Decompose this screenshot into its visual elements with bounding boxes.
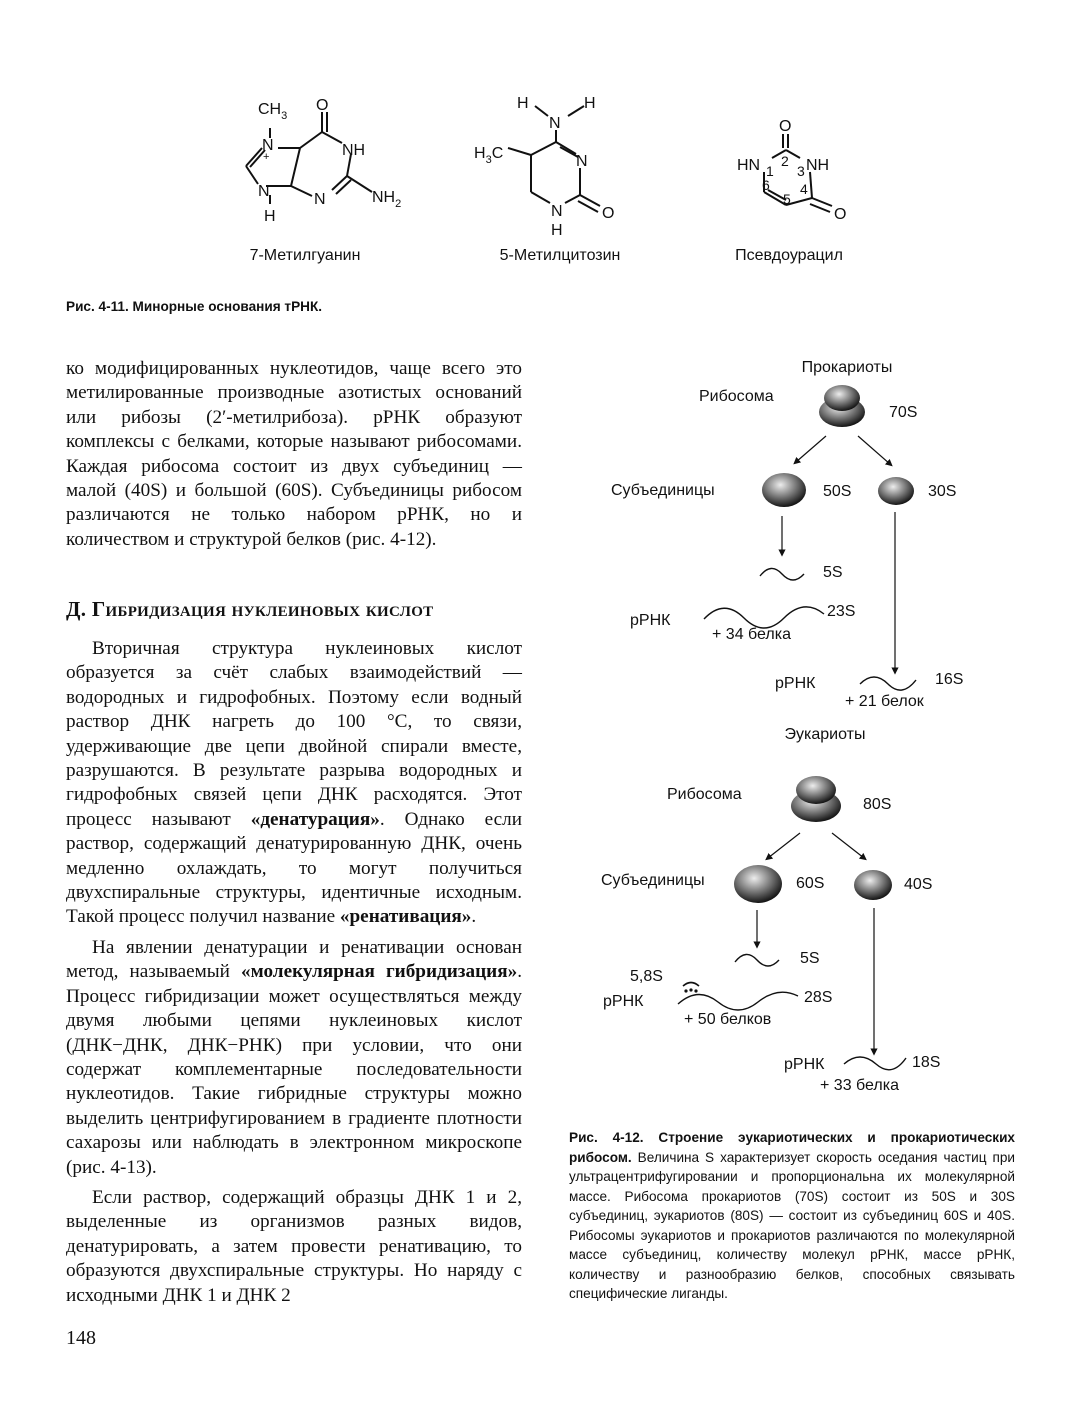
ring-number-6: 6 — [762, 177, 770, 193]
atom-o: O — [316, 97, 329, 114]
rrna-58s-arc — [683, 983, 699, 987]
atom-h1: H — [517, 95, 529, 112]
prokaryote-rrna-label: рРНК — [630, 612, 671, 629]
atom-n9: N — [258, 183, 270, 200]
ring-number-3: 3 — [797, 163, 805, 179]
eukaryote-large-s: 60S — [796, 875, 825, 892]
ring-number-5: 5 — [783, 191, 791, 207]
eukaryote-5s: 5S — [800, 950, 820, 967]
atom-o: O — [602, 205, 615, 222]
paragraph-4: Если раствор, содержащий образцы ДНК 1 и 2, выделенные из организмов разных видов, денатурировать, а затем провести ренативацию, то образуются двухспиральные структуры. Но наряду с исходными ДНК 1 и ДНК 2 — [66, 1186, 522, 1306]
rrna-5s-wave — [760, 568, 804, 580]
ribosome-80s-icon — [791, 776, 841, 822]
atom-o-top: O — [779, 118, 792, 135]
prokaryote-rrna-label-small: рРНК — [775, 675, 816, 692]
arrow-to-40s — [832, 833, 864, 858]
atom-n1: N — [551, 203, 563, 220]
eukaryotes-title: Эукариоты — [784, 726, 866, 743]
text-column-left-2 — [66, 637, 522, 1308]
ring-number-2: 2 — [781, 153, 789, 169]
arrow-to-50s — [796, 436, 826, 462]
prokaryote-ribosome-s: 70S — [889, 404, 918, 421]
subunit-30s-icon — [878, 477, 914, 505]
atom-h9: H — [264, 208, 276, 225]
atom-n3: N — [314, 191, 326, 208]
atom-nh: NH — [806, 157, 830, 174]
term-renaturation: «ренативация» — [339, 906, 472, 928]
atom-h3c: $H_3C$ — [474, 145, 504, 166]
eukaryote-subunits-label: Субъединицы — [601, 872, 705, 889]
subunit-60s-icon — [734, 865, 782, 903]
figure-4-12-caption-title: Рис. 4-12. Строение эукариотических и прокариотических рибосом. — [569, 1130, 1015, 1165]
figure-4-11 — [0, 0, 1077, 330]
atom-h2: H — [584, 95, 596, 112]
arrow-to-30s — [858, 436, 890, 464]
prokaryote-ribosome-label: Рибосома — [699, 388, 774, 405]
eukaryote-proteins-large: + 50 белков — [684, 1011, 772, 1028]
paragraph-1: ко модифицированных нуклеотидов, чаще всего это метилированные производные азотистых оснований или рибозы (2′-метилрибоза). рРНК образуют комплексы с белками, которые называют рибосомами. Каждая рибосома состоит из двух субъединиц — малой (40S) и большой (60S). Субъединицы рибосом различаются не только набором рРНК, но и количеством и структурой белков (рис. 4-12). — [66, 358, 522, 550]
eukaryote-58s: 5,8S — [630, 968, 663, 985]
prokaryotes-title: Прокариоты — [801, 359, 893, 376]
atom-nh2: $NH_2$ — [372, 189, 402, 210]
prokaryote-16s: 16S — [935, 671, 964, 688]
ribosome-70s-icon — [819, 385, 865, 427]
subunit-40s-icon — [854, 870, 892, 900]
eukaryote-rrna-label-small: рРНК — [784, 1056, 825, 1073]
eukaryote-18s: 18S — [912, 1054, 941, 1071]
prokaryote-5s: 5S — [823, 564, 843, 581]
prokaryotes-diagram — [611, 359, 963, 710]
paragraph-3: На явлении денатурации и ренативации основан метод, называемый «молекулярная гибридизация». Процесс гибридизации может осуществляться между двумя любыми цепями нуклеиновых кислот (ДНК−ДНК, ДНК−РНК) при условии, что они содержат комплементарные последовательности нуклеотидов. Такие гибридные структуры можно выделить центрифугированием в градиенте плотности сахарозы или наблюдать в электронном микроскопе (рис. 4-13). — [66, 936, 522, 1178]
prokaryote-large-s: 50S — [823, 483, 852, 500]
figure-4-12 — [560, 340, 1040, 1110]
paragraph-2: Вторичная структура нуклеиновых кислот образуется за счёт слабых взаимодействий — водородных и гидрофобных. Поэтому если водный раствор ДНК нагреть до 100 °С, то связи, удерживающие две цепи двойной спирали вместе, разрушаются. В результате разрыва водородных и гидрофобных связей цепи ДНК расходятся. Этот процесс называют «денатурация». Однако если раствор, содержащий денатурированную ДНК, очень медленно охлаждать, то могут получиться двухспиральные структуры, идентичные исходным. Такой процесс получил название «ренативация». — [66, 638, 523, 928]
atom-n-amino: N — [549, 115, 561, 132]
atom-ch3: $CH_3$ — [258, 101, 288, 122]
molecule-name-pseudouracil: Псевдоурацил — [735, 247, 843, 264]
prokaryote-proteins-large: + 34 белка — [712, 626, 791, 643]
figure-4-12-caption — [569, 1128, 1015, 1304]
rrna-23s-wave — [704, 607, 824, 628]
figure-4-12-caption-body: Величина S характеризует скорость оседания частиц при ультрацентрифугировании и пропорциональна их молекулярной массе. Рибосома прокариотов (70S) состоит из 50S и 30S субъединиц, эукариотов (80S) — состоит из субъединиц 60S и 40S. Рибосомы эукариотов и прокариотов различаются по молекулярной массе субъединиц, количеству молекул рРНК, массе рРНК, количеству и разнообразию белков, способных связывать специфические лиганды. — [569, 1149, 1015, 1301]
eukaryote-small-s: 40S — [904, 876, 933, 893]
eukaryote-rrna-label: рРНК — [603, 993, 644, 1010]
page-number: 148 — [66, 1327, 96, 1349]
atom-n7: N — [262, 137, 274, 154]
subunit-50s-icon — [762, 473, 806, 507]
molecule-name-7-methylguanine: 7-Метилгуанин — [249, 247, 361, 264]
prokaryote-23s: 23S — [827, 603, 856, 620]
eukaryote-28s: 28S — [804, 989, 833, 1006]
rrna-5s-eu-wave — [735, 954, 779, 966]
rrna-28s-wave — [678, 992, 798, 1010]
figure-4-11-caption: Рис. 4-11. Минорные основания тРНК. — [66, 299, 323, 314]
prokaryote-proteins-small: + 21 белок — [845, 693, 924, 710]
prokaryote-small-s: 30S — [928, 483, 957, 500]
eukaryotes-diagram — [601, 726, 940, 1094]
atom-hn: HN — [737, 157, 761, 174]
molecule-name-5-methylcytosine: 5-Метилцитозин — [499, 247, 621, 264]
atom-n3: N — [576, 153, 588, 170]
rrna-16s-wave — [860, 677, 916, 690]
atom-o-right: O — [834, 206, 847, 223]
eukaryote-proteins-small: + 33 белка — [820, 1077, 899, 1094]
term-denaturation: «денатурация» — [250, 808, 380, 830]
molecule-5-methylcytosine-atoms — [474, 95, 614, 239]
rrna-18s-wave — [844, 1057, 906, 1070]
arrow-to-60s — [768, 833, 800, 858]
prokaryote-subunits-label: Субъединицы — [611, 482, 715, 499]
atom-h1n: H — [551, 222, 563, 239]
section-heading: Д. Гибридизация нуклеиновых кислот — [66, 597, 434, 621]
molecule-pseudouracil-atoms — [737, 118, 846, 223]
charge-plus: + — [263, 151, 270, 163]
text-column-left — [66, 357, 522, 552]
atom-nh: NH — [342, 142, 366, 159]
ring-number-1: 1 — [766, 163, 774, 179]
term-hybridization: «молекулярная гибридизация» — [241, 961, 518, 983]
eukaryote-ribosome-label: Рибосома — [667, 786, 742, 803]
molecule-7-methylguanine-atoms — [258, 97, 401, 225]
eukaryote-ribosome-s: 80S — [863, 796, 892, 813]
ring-number-4: 4 — [800, 181, 808, 197]
